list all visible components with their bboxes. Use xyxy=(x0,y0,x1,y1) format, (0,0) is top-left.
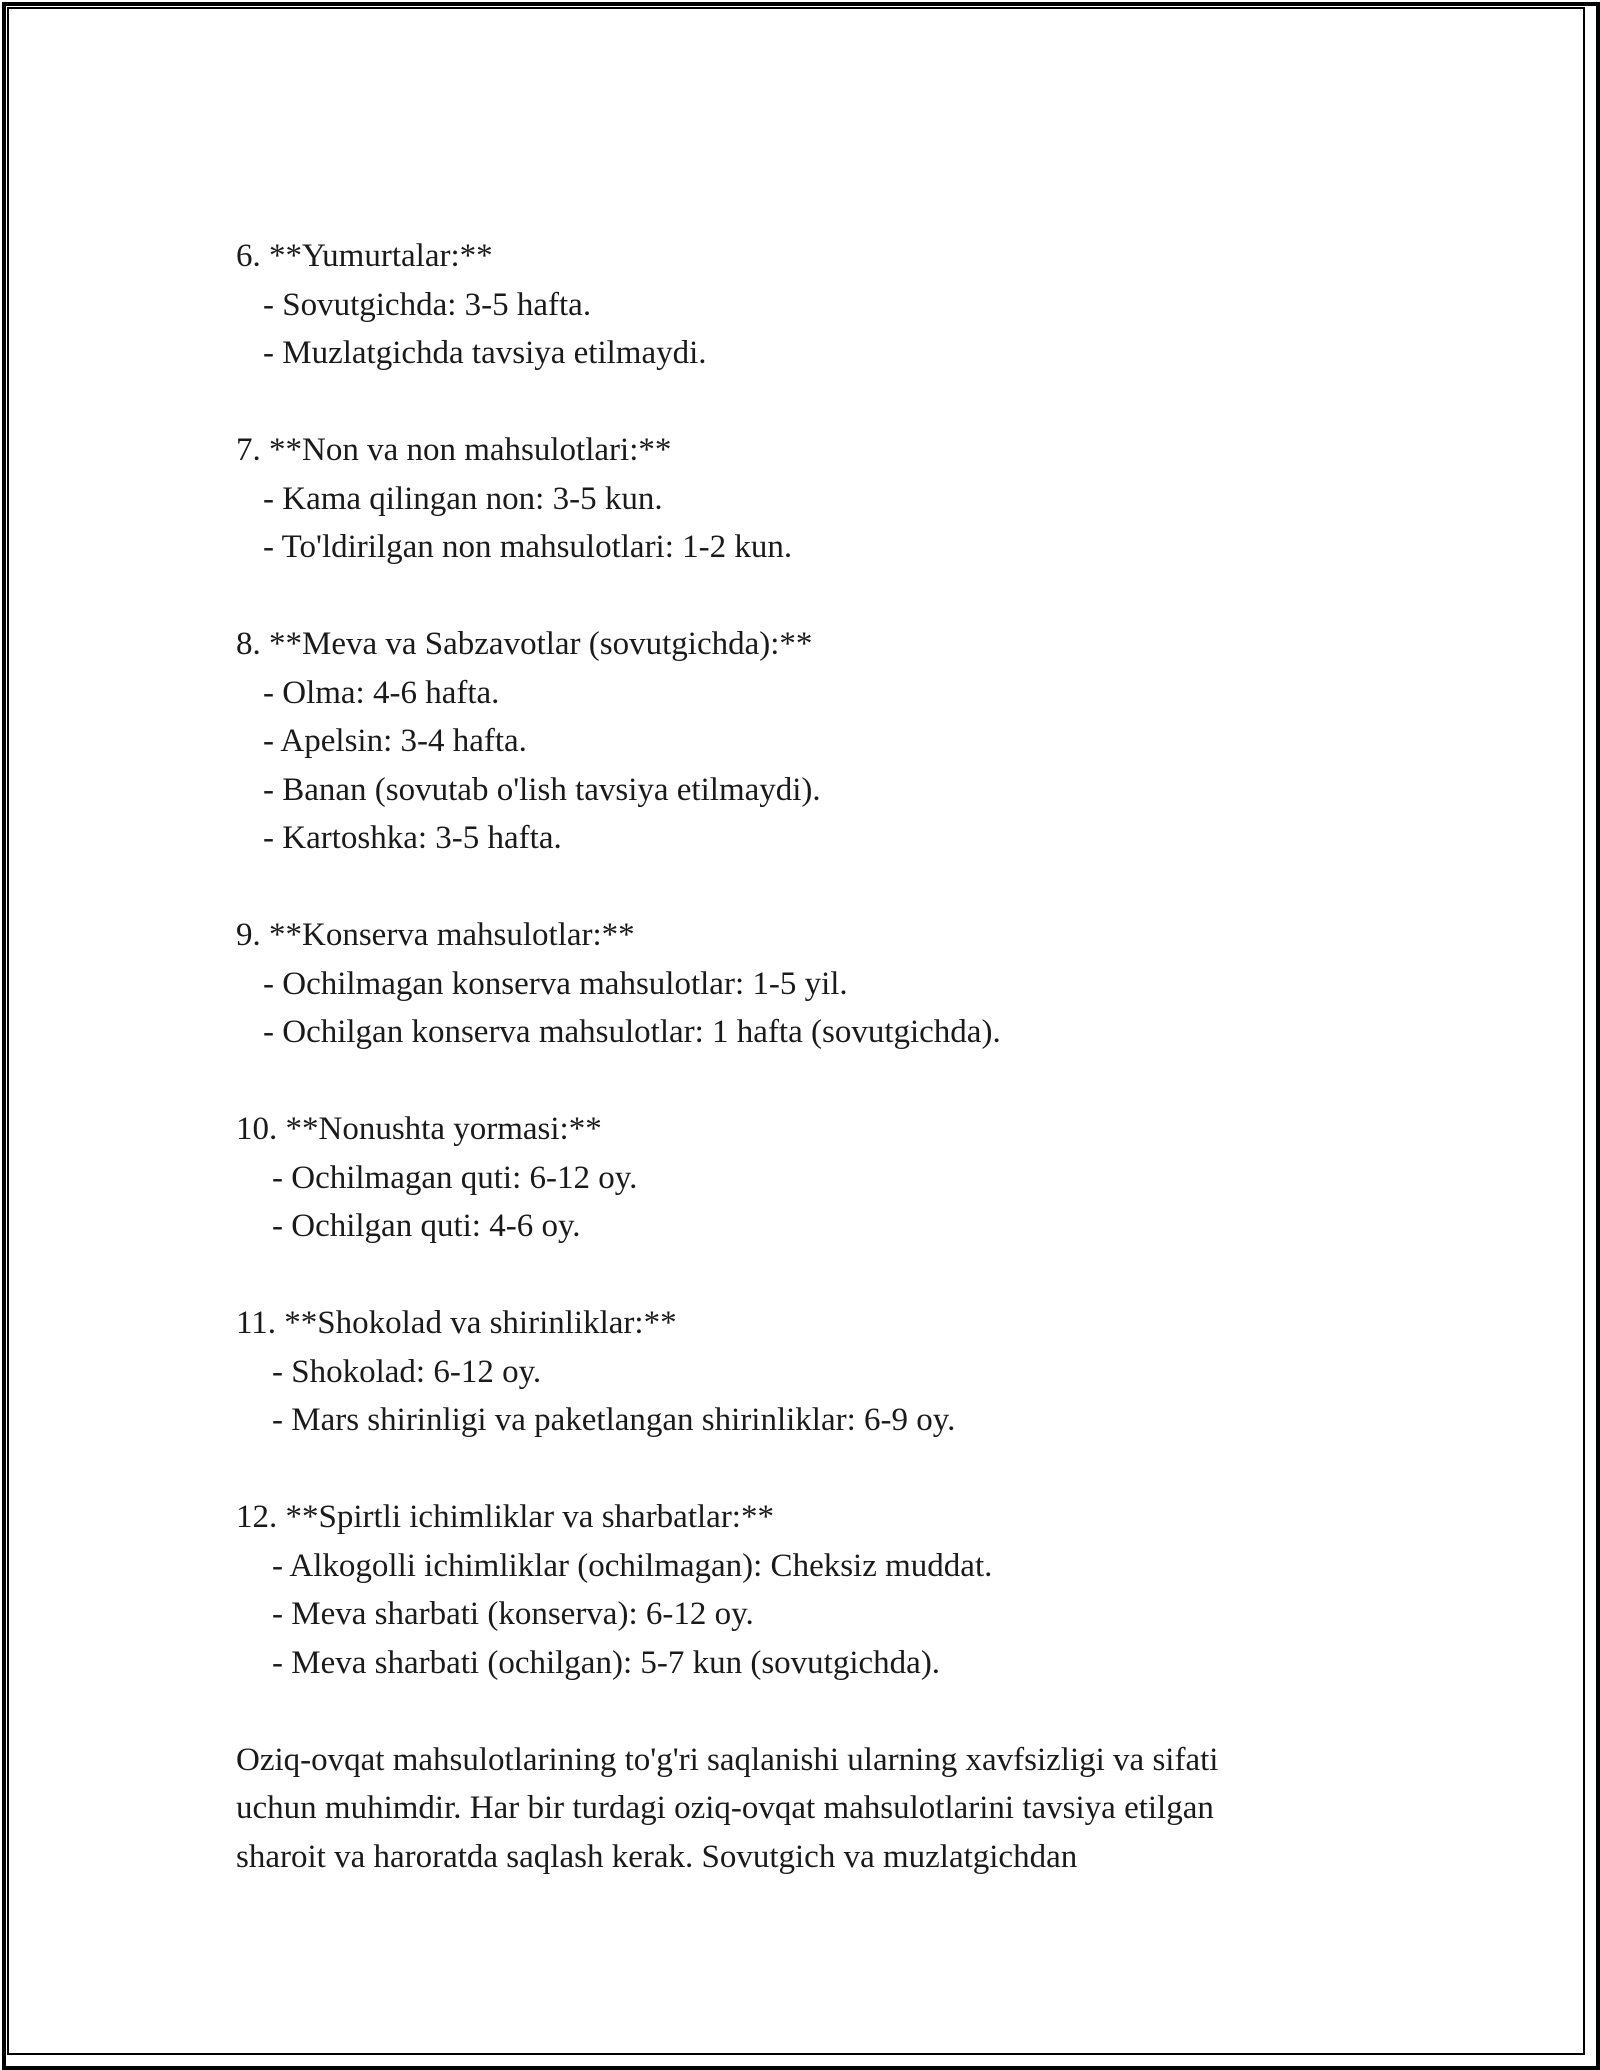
section-heading: 10. **Nonushta yormasi:** xyxy=(236,1111,602,1147)
list-item: - Olma: 4-6 hafta. xyxy=(263,674,500,711)
paragraph-line: sharoit va haroratda saqlash kerak. Sovutgich va muzlatgichdan xyxy=(236,1838,1078,1875)
list-item: - Banan (sovutab o'lish tavsiya etilmaydi). xyxy=(263,771,821,808)
section-heading: 12. **Spirtli ichimliklar va sharbatlar:** xyxy=(236,1499,774,1535)
section-heading: 11. **Shokolad va shirinliklar:** xyxy=(236,1305,677,1341)
list-item: - To'ldirilgan non mahsulotlari: 1-2 kun. xyxy=(263,529,793,565)
paragraph-line: Oziq-ovqat mahsulotlarining to'g'ri saqlanishi ularning xavfsizligi va sifati xyxy=(236,1741,1219,1778)
list-item: - Meva sharbati (ochilgan): 5-7 kun (sovutgichda). xyxy=(272,1644,941,1681)
section-heading: 9. **Konserva mahsulotlar:** xyxy=(236,917,635,953)
list-item: - Sovutgichda: 3-5 hafta. xyxy=(263,286,592,323)
document-body xyxy=(236,232,1386,1881)
list-item: - Kartoshka: 3-5 hafta. xyxy=(263,820,562,856)
list-item: - Muzlatgichda tavsiya etilmaydi. xyxy=(263,335,707,371)
section-fruits-vegetables xyxy=(236,620,1386,863)
section-heading: 8. **Meva va Sabzavotlar (sovutgichda):** xyxy=(236,626,813,662)
section-chocolate-sweets xyxy=(236,1299,1386,1445)
list-item: - Ochilmagan quti: 6-12 oy. xyxy=(272,1159,638,1196)
closing-paragraph xyxy=(236,1736,1386,1882)
list-item: - Ochilmagan konserva mahsulotlar: 1-5 yil. xyxy=(263,965,848,1002)
section-eggs xyxy=(236,232,1386,378)
list-item: - Kama qilingan non: 3-5 kun. xyxy=(263,480,663,517)
section-heading: 7. **Non va non mahsulotlari:** xyxy=(236,432,672,468)
section-bread xyxy=(236,426,1386,572)
list-item: - Ochilgan quti: 4-6 oy. xyxy=(272,1208,581,1244)
list-item: - Meva sharbati (konserva): 6-12 oy. xyxy=(272,1596,754,1632)
section-canned-goods xyxy=(236,911,1386,1057)
section-breakfast-cereal xyxy=(236,1105,1386,1251)
section-drinks-juices xyxy=(236,1493,1386,1687)
section-heading: 6. **Yumurtalar:** xyxy=(236,238,493,274)
list-item: - Alkogolli ichimliklar (ochilmagan): Cheksiz muddat. xyxy=(272,1547,993,1584)
paragraph-line: uchun muhimdir. Har bir turdagi oziq-ovqat mahsulotlarini tavsiya etilgan xyxy=(236,1790,1214,1826)
list-item: - Mars shirinligi va paketlangan shirinliklar: 6-9 oy. xyxy=(272,1402,956,1438)
list-item: - Ochilgan konserva mahsulotlar: 1 hafta (sovutgichda). xyxy=(263,1014,1001,1050)
list-item: - Apelsin: 3-4 hafta. xyxy=(263,723,527,759)
list-item: - Shokolad: 6-12 oy. xyxy=(272,1353,542,1390)
